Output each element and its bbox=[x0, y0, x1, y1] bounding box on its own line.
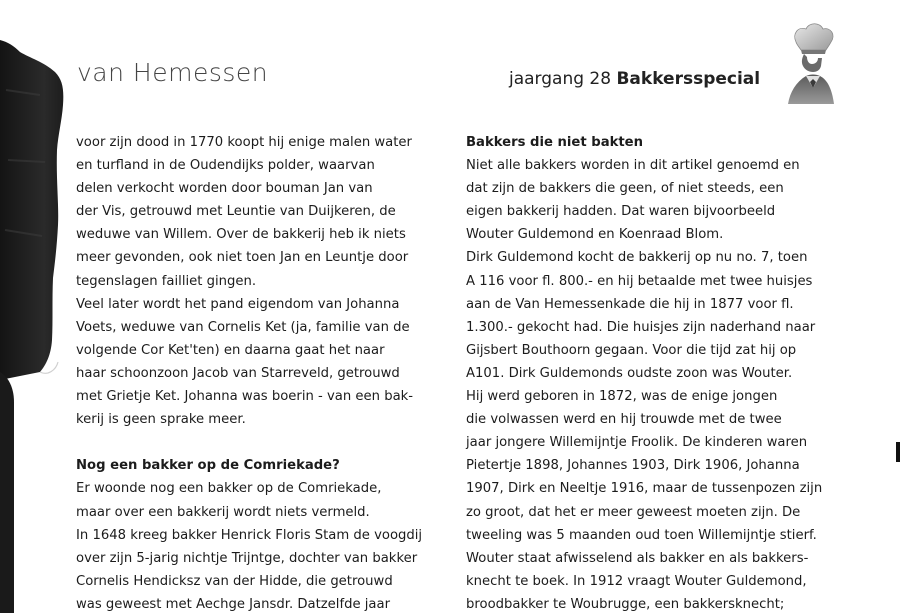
paragraph-line: tweeling was 5 maanden oud toen Willemijntje stierf. bbox=[466, 527, 817, 543]
paragraph-line: Hij werd geboren in 1872, was de enige jongen bbox=[466, 389, 778, 405]
paragraph-line: In 1648 kreeg bakker Henrick Floris Stam de voogdij bbox=[76, 527, 423, 543]
paragraph-line: der Vis, getrouwd met Leuntie van Duijkeren, de bbox=[76, 204, 396, 220]
issue-label: jaargang 28 bbox=[509, 69, 612, 89]
paragraph-line: knecht te boek. In 1912 vraagt Wouter Guldemond, bbox=[466, 573, 807, 589]
section-heading: Bakkers die niet bakten bbox=[466, 135, 644, 150]
paragraph-line: maar over een bakkerij wordt niets vermeld. bbox=[76, 504, 370, 520]
paragraph-line: was geweest met Aechge Jansdr. Datzelfde jaar bbox=[76, 596, 391, 612]
paragraph-line: Pietertje 1898, Johannes 1903, Dirk 1906, Johanna bbox=[466, 458, 800, 474]
section-heading: Nog een bakker op de Comriekade? bbox=[76, 458, 340, 474]
paragraph-line: 1.300.- gekocht had. Die huisjes zijn naderhand naar bbox=[466, 319, 816, 335]
paragraph-line: dat zijn de bakkers die geen, of niet steeds, een bbox=[466, 181, 784, 197]
right-column bbox=[466, 131, 836, 616]
special-label: Bakkersspecial bbox=[616, 69, 761, 89]
paragraph-line: 1907, Dirk en Neeltje 1916, maar de tussenpozen zijn bbox=[466, 481, 823, 497]
bread-board-shape bbox=[0, 0, 70, 613]
paragraph-line: en turfland in de Oudendijks polder, waarvan bbox=[76, 158, 375, 174]
paragraph-line: volgende Cor Ket'ten) en daarna gaat het naar bbox=[76, 342, 385, 358]
paragraph-line: zo groot, dat het er meer geweest moeten zijn. De bbox=[466, 504, 801, 520]
paragraph-line: kerij is geen sprake meer. bbox=[76, 412, 246, 428]
page-header-issue bbox=[509, 69, 760, 89]
paragraph-line: jaar jongere Willemijntje Froolik. De kinderen waren bbox=[466, 435, 808, 451]
paragraph-line: A101. Dirk Guldemonds oudste zoon was Wouter. bbox=[466, 365, 793, 381]
paragraph-line: broodbakker te Woubrugge, een bakkersknecht; bbox=[466, 596, 785, 612]
paragraph-line: eigen bakkerij hadden. Dat waren bijvoorbeeld bbox=[466, 204, 776, 220]
edge-mark bbox=[896, 442, 900, 462]
paragraph-line: voor zijn dood in 1770 koopt hij enige malen water bbox=[76, 135, 412, 150]
paragraph-line: Niet alle bakkers worden in dit artikel genoemd en bbox=[466, 158, 800, 174]
paragraph-line: Voets, weduwe van Cornelis Ket (ja, familie van de bbox=[76, 319, 410, 335]
paragraph-line: Dirk Guldemond kocht de bakkerij op nu no. 7, toen bbox=[466, 250, 808, 266]
paragraph-line: tegenslagen failliet gingen. bbox=[76, 273, 257, 289]
paragraph-line: Veel later wordt het pand eigendom van Johanna bbox=[76, 296, 400, 312]
paragraph-line: haar schoonzoon Jacob van Starreveld, getrouwd bbox=[76, 365, 400, 381]
chef-logo-icon bbox=[782, 22, 838, 104]
paragraph-line: die volwassen werd en hij trouwde met de twee bbox=[466, 412, 782, 428]
paragraph-line: aan de Van Hemessenkade die hij in 1877 voor fl. bbox=[466, 296, 794, 312]
paragraph-line: met Grietje Ket. Johanna was boerin - van een bak- bbox=[76, 389, 414, 405]
paragraph-line: A 116 voor fl. 800.- en hij betaalde met twee huisjes bbox=[466, 273, 813, 289]
paragraph-spacer bbox=[76, 431, 436, 454]
paragraph-line: delen verkocht worden door bouman Jan van bbox=[76, 181, 373, 197]
left-column bbox=[76, 131, 436, 616]
paragraph-line: meer gevonden, ook niet toen Jan en Leuntje door bbox=[76, 250, 409, 266]
paragraph-line: Gijsbert Bouthoorn gegaan. Voor die tijd zat hij op bbox=[466, 342, 797, 358]
page-header-title: van Hemessen bbox=[77, 58, 269, 87]
paragraph-line: Er woonde nog een bakker op de Comriekade, bbox=[76, 481, 382, 497]
paragraph-line: over zijn 5-jarig nichtje Trijntge, dochter van bakker bbox=[76, 550, 418, 566]
paragraph-line: Wouter Guldemond en Koenraad Blom. bbox=[466, 227, 724, 243]
paragraph-line: weduwe van Willem. Over de bakkerij heb ik niets bbox=[76, 227, 406, 243]
paragraph-line: Wouter staat afwisselend als bakker en als bakkers- bbox=[466, 550, 809, 566]
paragraph-line: Cornelis Hendicksz van der Hidde, die getrouwd bbox=[76, 573, 393, 589]
